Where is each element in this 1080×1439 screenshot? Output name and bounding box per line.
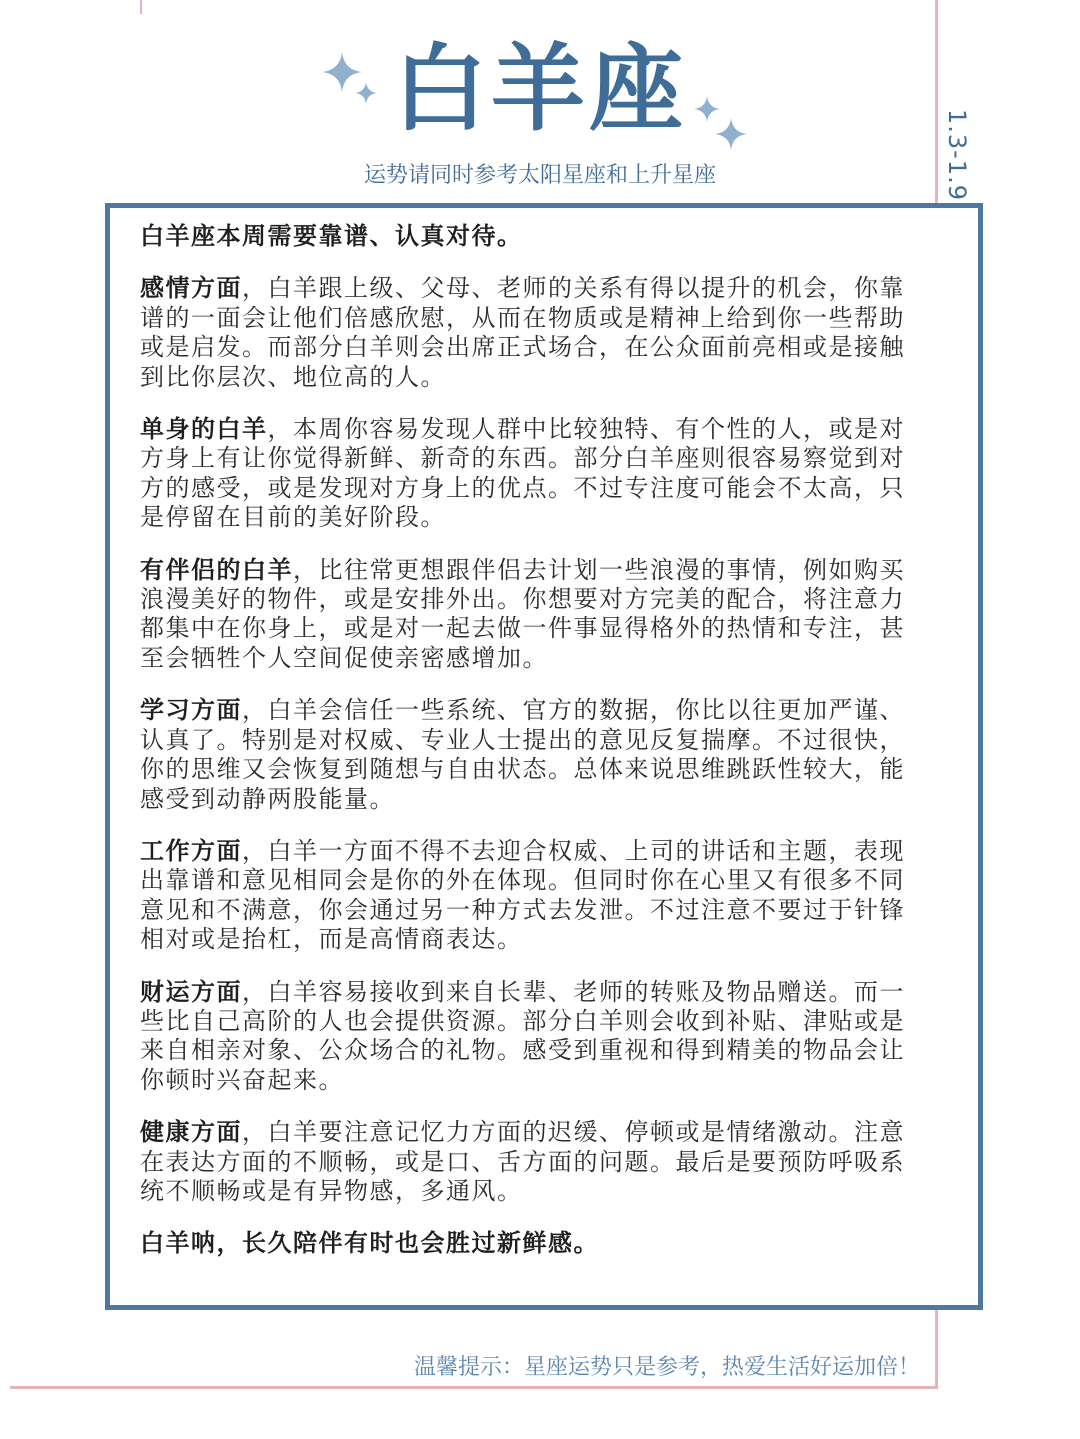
subtitle: 运势请同时参考太阳星座和上升星座 (363, 163, 716, 188)
pink-tick-line (140, 0, 142, 14)
section-heading: 学习方面 (140, 696, 242, 725)
section-text: ，本周你容易发现人群中比较独特、有个性的人，或是对方身上有让你觉得新鲜、新奇的东西。部分白羊座则很容易察觉到对方的感受，或是发现对方身上的优点。不过专注度可能会不太高，只是停留在目前的美好阶段。 (140, 415, 905, 532)
intro-text: 白羊座本周需要靠谱、认真对待。 (140, 222, 523, 250)
section-heading: 健康方面 (140, 1118, 242, 1147)
section-partner (140, 556, 920, 674)
content-body (140, 222, 920, 1282)
section-text: ，比往常更想跟伴侣去计划一些浪漫的事情，例如购买浪漫美好的物件，或是安排外出。你想要对方完美的配合，将注意力都集中在你身上，或是对一起去做一件事显得格外的热情和专注，甚至会牺牲个人空间促使亲密感增加。 (140, 555, 905, 672)
date-range: 1.3-1.9 (943, 109, 971, 201)
section-emotion (140, 274, 920, 392)
section-text: ，白羊容易接收到来自长辈、老师的转账及物品赠送。而一些比自己高阶的人也会提供资源。部分白羊则会收到补贴、津贴或是来自相亲对象、公众场合的礼物。感受到重视和得到精美的物品会让你顿时兴奋起来。 (140, 977, 905, 1094)
section-text: ，白羊跟上级、父母、老师的关系有得以提升的机会，你靠谱的一面会让他们倍感欣慰，从而在物质或是精神上给到你一些帮助或是启发。而部分白羊则会出席正式场合，在公众面前亮相或是接触到比你层次、地位高的人。 (140, 274, 905, 391)
closing-text: 白羊呐，长久陪伴有时也会胜过新鲜感。 (140, 1229, 599, 1258)
sparkle-small-icon (355, 82, 377, 104)
section-health (140, 1118, 920, 1206)
section-heading: 单身的白羊 (140, 415, 268, 444)
section-text: ，白羊一方面不得不去迎合权威、上司的讲话和主题，表现出靠谱和意见相同会是你的外在体现。但同时你在心里又有很多不同意见和不满意，你会通过另一种方式去发泄。不过注意不要过于针锋相对或是抬杠，而是高情商表达。 (140, 836, 905, 954)
section-text: ，白羊要注意记忆力方面的迟缓、停顿或是情绪激动。注意在表达方面的不顺畅，或是口、舌方面的问题。最后是要预防呼吸系统不顺畅或是有异物感，多通风。 (140, 1118, 905, 1205)
section-wealth (140, 978, 920, 1096)
section-text: ，白羊会信任一些系统、官方的数据，你比以往更加严谨、认真了。特别是对权威、专业人士提出的意见反复揣摩。不过很快，你的思维又会恢复到随想与自由状态。总体来说思维跳跃性较大，能感受到动静两股能量。 (140, 696, 905, 813)
section-heading: 有伴侣的白羊 (140, 555, 293, 584)
section-heading: 感情方面 (140, 274, 242, 303)
content-box (105, 203, 983, 1310)
section-heading: 工作方面 (140, 836, 242, 865)
page-title: 白羊座 (392, 35, 687, 144)
section-heading: 财运方面 (140, 977, 242, 1006)
footer-tip: 温馨提示：星座运势只是参考，热爱生活好运加倍！ (413, 1355, 920, 1380)
section-work (140, 837, 920, 955)
pink-horizontal-line (10, 1386, 938, 1389)
section-study (140, 696, 920, 814)
sparkle-right-large-icon (715, 118, 747, 150)
section-single (140, 415, 920, 533)
